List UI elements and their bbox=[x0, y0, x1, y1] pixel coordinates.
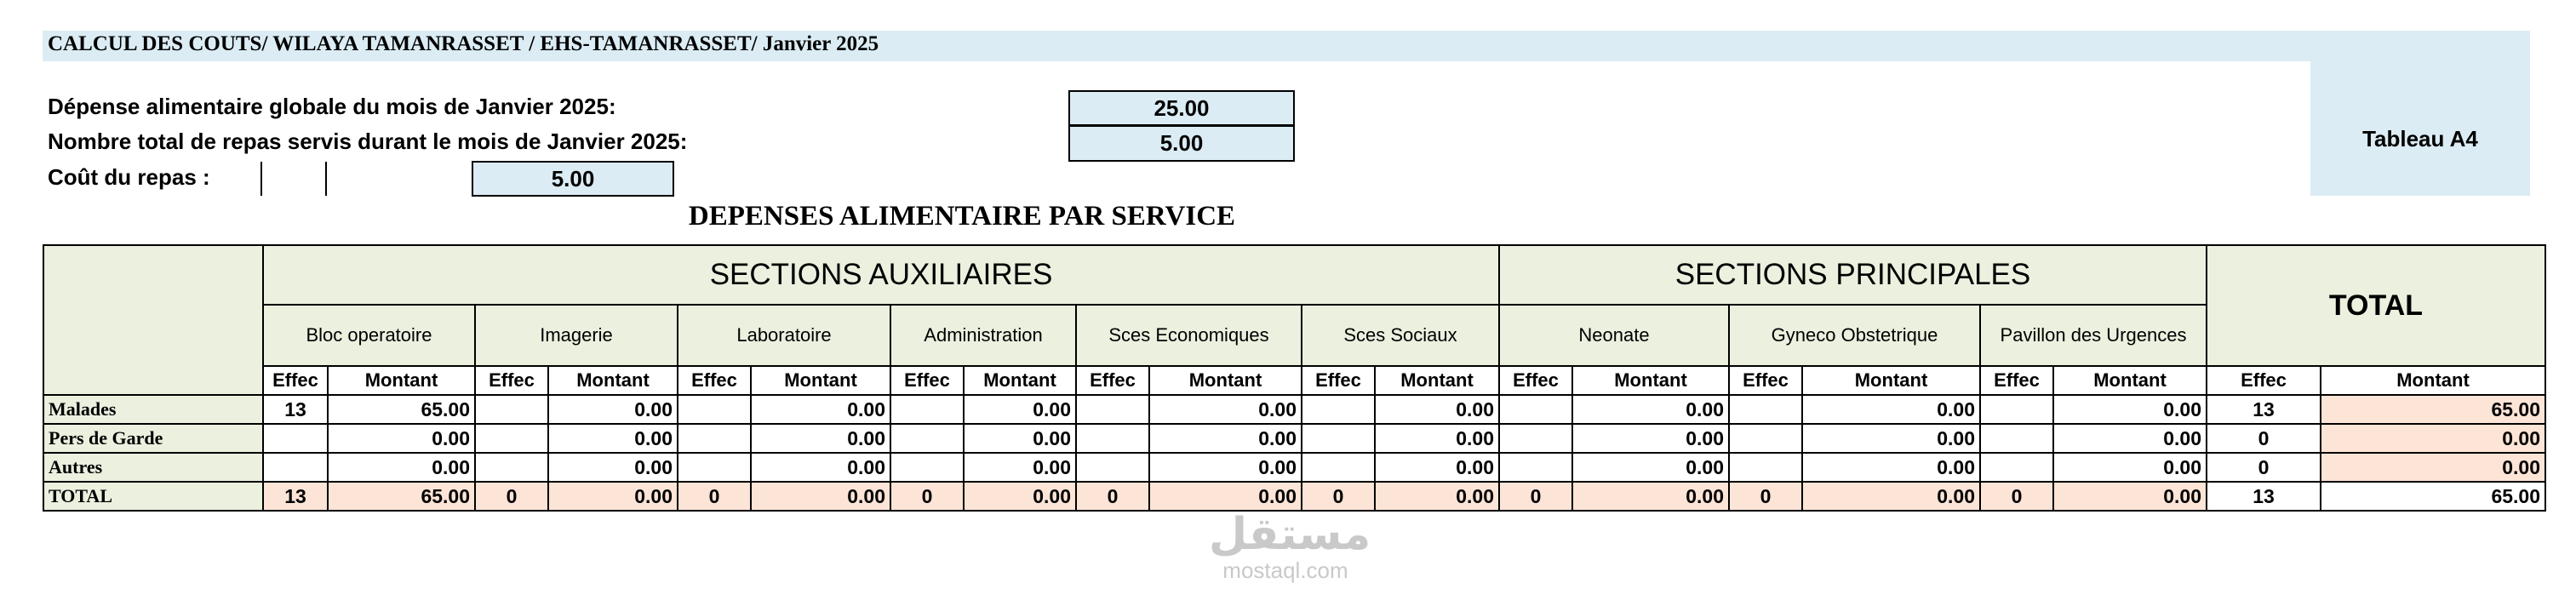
section-total: TOTAL bbox=[2207, 245, 2545, 366]
montant-cell: 0.00 bbox=[964, 482, 1076, 511]
row-label: Malades bbox=[43, 395, 263, 424]
effec-cell bbox=[1302, 453, 1375, 482]
montant-cell: 0.00 bbox=[1375, 453, 1499, 482]
montant-cell: 0.00 bbox=[1149, 453, 1302, 482]
effec-cell bbox=[475, 424, 548, 453]
montant-cell: 0.00 bbox=[1149, 424, 1302, 453]
total-effec-cell: 13 bbox=[2207, 482, 2321, 511]
total-montant-cell: 0.00 bbox=[2321, 453, 2545, 482]
effec-cell bbox=[678, 395, 751, 424]
effec-cell: 0 bbox=[1499, 482, 1572, 511]
montant-cell: 0.00 bbox=[1375, 424, 1499, 453]
effec-cell bbox=[1729, 395, 1802, 424]
effec-cell bbox=[1499, 424, 1572, 453]
col-effec: Effec bbox=[1302, 366, 1375, 395]
montant-cell: 0.00 bbox=[548, 453, 678, 482]
corner-cell bbox=[43, 245, 263, 395]
depense-value: 25.00 bbox=[1068, 90, 1295, 126]
montant-cell: 0.00 bbox=[328, 453, 475, 482]
effec-cell bbox=[1076, 453, 1149, 482]
montant-cell: 0.00 bbox=[1802, 453, 1980, 482]
section-principales: SECTIONS PRINCIPALES bbox=[1499, 245, 2207, 305]
montant-cell: 0.00 bbox=[2053, 453, 2207, 482]
effec-cell bbox=[890, 453, 964, 482]
montant-cell: 0.00 bbox=[751, 453, 890, 482]
montant-cell: 0.00 bbox=[1572, 453, 1729, 482]
effec-cell: 13 bbox=[263, 395, 328, 424]
montant-cell: 65.00 bbox=[328, 482, 475, 511]
col-montant: Montant bbox=[1149, 366, 1302, 395]
col-effec: Effec bbox=[475, 366, 548, 395]
montant-cell: 0.00 bbox=[1572, 395, 1729, 424]
effec-cell bbox=[263, 424, 328, 453]
col-effec: Effec bbox=[1076, 366, 1149, 395]
total-montant-cell: 65.00 bbox=[2321, 395, 2545, 424]
depenses-table bbox=[43, 244, 2546, 512]
col-montant: Montant bbox=[548, 366, 678, 395]
report-title: CALCUL DES COUTS/ WILAYA TAMANRASSET / EHS-TAMANRASSET/ Janvier 2025 bbox=[48, 32, 879, 55]
effec-cell: 0 bbox=[475, 482, 548, 511]
table-total-row bbox=[43, 482, 2545, 511]
service-pavillon-des-urgences: Pavillon des Urgences bbox=[1980, 305, 2207, 366]
total-effec-cell: 0 bbox=[2207, 424, 2321, 453]
section-auxiliaires: SECTIONS AUXILIAIRES bbox=[263, 245, 1499, 305]
total-effec-cell: 13 bbox=[2207, 395, 2321, 424]
service-sces-sociaux: Sces Sociaux bbox=[1302, 305, 1499, 366]
col-montant: Montant bbox=[328, 366, 475, 395]
effec-cell bbox=[475, 453, 548, 482]
effec-cell: 13 bbox=[263, 482, 328, 511]
montant-cell: 0.00 bbox=[751, 482, 890, 511]
effec-cell bbox=[1302, 424, 1375, 453]
table-row bbox=[43, 453, 2545, 482]
service-administration: Administration bbox=[890, 305, 1076, 366]
effec-cell: 0 bbox=[1980, 482, 2053, 511]
col-effec: Effec bbox=[1980, 366, 2053, 395]
effec-cell: 0 bbox=[678, 482, 751, 511]
watermark-arabic: مستقل bbox=[1209, 510, 1371, 559]
montant-cell: 0.00 bbox=[1149, 395, 1302, 424]
col-montant: Montant bbox=[964, 366, 1076, 395]
watermark-latin: mostaql.com bbox=[1222, 558, 1348, 583]
montant-cell: 0.00 bbox=[751, 424, 890, 453]
effec-cell bbox=[1076, 395, 1149, 424]
montant-cell: 0.00 bbox=[2053, 482, 2207, 511]
row-label: Autres bbox=[43, 453, 263, 482]
watermark bbox=[1209, 510, 1371, 583]
effec-cell bbox=[1980, 395, 2053, 424]
cell-divider bbox=[325, 162, 327, 196]
service-imagerie: Imagerie bbox=[475, 305, 678, 366]
col-montant: Montant bbox=[2321, 366, 2545, 395]
montant-cell: 0.00 bbox=[964, 424, 1076, 453]
effec-cell: 0 bbox=[1076, 482, 1149, 511]
montant-cell: 0.00 bbox=[964, 453, 1076, 482]
col-effec: Effec bbox=[263, 366, 328, 395]
effec-cell bbox=[1076, 424, 1149, 453]
service-sces-economiques: Sces Economiques bbox=[1076, 305, 1302, 366]
col-montant: Montant bbox=[1802, 366, 1980, 395]
row-label: Pers de Garde bbox=[43, 424, 263, 453]
service-bloc-operatoire: Bloc operatoire bbox=[263, 305, 475, 366]
effec-cell bbox=[1980, 424, 2053, 453]
effec-cell: 0 bbox=[890, 482, 964, 511]
effec-cell bbox=[1729, 424, 1802, 453]
effec-cell bbox=[1729, 453, 1802, 482]
montant-cell: 0.00 bbox=[964, 395, 1076, 424]
montant-cell: 65.00 bbox=[328, 395, 475, 424]
cout-label: Coût du repas : bbox=[48, 164, 210, 190]
montant-cell: 0.00 bbox=[1375, 482, 1499, 511]
cout-value: 5.00 bbox=[472, 161, 674, 197]
service-laboratoire: Laboratoire bbox=[678, 305, 890, 366]
total-montant-cell: 65.00 bbox=[2321, 482, 2545, 511]
effec-cell bbox=[475, 395, 548, 424]
col-montant: Montant bbox=[751, 366, 890, 395]
montant-cell: 0.00 bbox=[751, 395, 890, 424]
effec-cell bbox=[1980, 453, 2053, 482]
service-neonate: Neonate bbox=[1499, 305, 1729, 366]
col-effec: Effec bbox=[890, 366, 964, 395]
effec-cell bbox=[890, 424, 964, 453]
montant-cell: 0.00 bbox=[1375, 395, 1499, 424]
effec-cell bbox=[678, 424, 751, 453]
montant-cell: 0.00 bbox=[1802, 424, 1980, 453]
col-montant: Montant bbox=[1572, 366, 1729, 395]
cell-divider bbox=[260, 162, 262, 196]
effec-cell bbox=[1302, 395, 1375, 424]
service-gyneco-obstetrique: Gyneco Obstetrique bbox=[1729, 305, 1980, 366]
montant-cell: 0.00 bbox=[1572, 424, 1729, 453]
effec-cell: 0 bbox=[1729, 482, 1802, 511]
depense-label: Dépense alimentaire globale du mois de Janvier 2025: bbox=[48, 94, 616, 119]
repas-value: 5.00 bbox=[1068, 125, 1295, 162]
repas-label: Nombre total de repas servis durant le mois de Janvier 2025: bbox=[48, 129, 688, 154]
col-effec: Effec bbox=[678, 366, 751, 395]
table-row bbox=[43, 424, 2545, 453]
tableau-label: Tableau A4 bbox=[2362, 126, 2478, 152]
effec-cell: 0 bbox=[1302, 482, 1375, 511]
montant-cell: 0.00 bbox=[2053, 424, 2207, 453]
table-row bbox=[43, 395, 2545, 424]
montant-cell: 0.00 bbox=[1149, 482, 1302, 511]
montant-cell: 0.00 bbox=[328, 424, 475, 453]
montant-cell: 0.00 bbox=[2053, 395, 2207, 424]
effec-cell bbox=[678, 453, 751, 482]
col-montant: Montant bbox=[2053, 366, 2207, 395]
col-effec: Effec bbox=[2207, 366, 2321, 395]
effec-cell bbox=[1499, 395, 1572, 424]
montant-cell: 0.00 bbox=[548, 424, 678, 453]
table-heading: DEPENSES ALIMENTAIRE PAR SERVICE bbox=[688, 201, 1236, 232]
col-effec: Effec bbox=[1729, 366, 1802, 395]
total-montant-cell: 0.00 bbox=[2321, 424, 2545, 453]
total-effec-cell: 0 bbox=[2207, 453, 2321, 482]
col-effec: Effec bbox=[1499, 366, 1572, 395]
montant-cell: 0.00 bbox=[548, 395, 678, 424]
montant-cell: 0.00 bbox=[1802, 395, 1980, 424]
montant-cell: 0.00 bbox=[548, 482, 678, 511]
row-label: TOTAL bbox=[43, 482, 263, 511]
effec-cell bbox=[263, 453, 328, 482]
montant-cell: 0.00 bbox=[1802, 482, 1980, 511]
effec-cell bbox=[890, 395, 964, 424]
montant-cell: 0.00 bbox=[1572, 482, 1729, 511]
effec-cell bbox=[1499, 453, 1572, 482]
col-montant: Montant bbox=[1375, 366, 1499, 395]
